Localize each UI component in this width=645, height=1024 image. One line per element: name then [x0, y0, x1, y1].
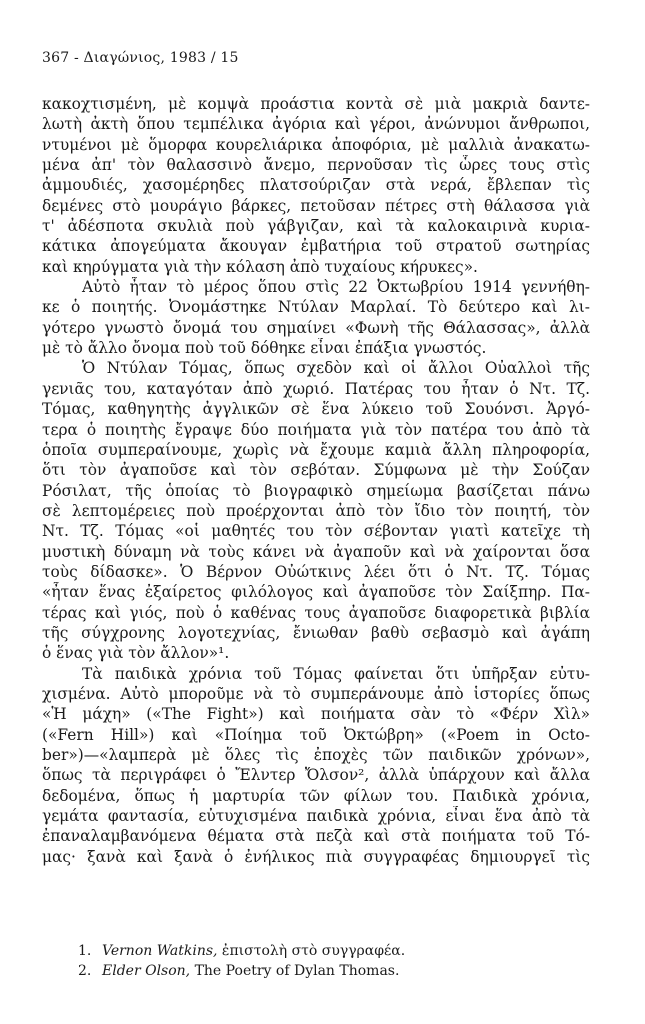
text-line: σὲ λεπτομέρειες ποὺ προέρχονται ἀπὸ τὸν ἴδιο τὸν ποιητή, τὸν — [42, 501, 590, 520]
text-line: κε ὁ ποιητής. Ὀνομάστηκε Ντύλαν Μαρλαί. Τὸ δεύτερο καὶ λι- — [42, 298, 590, 317]
text-line: ὅπως τὰ περιγράφει ὁ Ἔλντερ Ὄλσον², ἀλλὰ ὑπάρχουν καὶ ἄλλα — [42, 766, 590, 785]
footnote — [78, 961, 598, 981]
footnote — [78, 941, 598, 961]
text-line: γενιᾶς του, καταγόταν ἀπὸ χωριό. Πατέρας του ἦταν ὁ Ντ. Τζ. — [42, 379, 590, 398]
footnote-number: 1. — [78, 943, 92, 959]
text-line: καὶ κηρύγματα γιὰ τὴν κόλαση ἀπὸ τυχαίους κήρυκες». — [42, 257, 478, 276]
footnote-author: Vernon Watkins, — [102, 943, 218, 959]
text-line: κακοχτισμένη, μὲ κομψὰ προάστια κοντὰ σὲ μιὰ μακριὰ δαντε- — [42, 95, 590, 113]
text-line: «Ἡ μάχη» («The Fight») καὶ ποιήματα σὰν τὸ «Φέρν Χὶλ» — [42, 705, 590, 724]
footnote-author: Elder Olson, — [102, 963, 191, 979]
text-line: τερα ὁ ποιητὴς ἔγραψε δύο ποιήματα γιὰ τὸν πατέρα του ἀπὸ τὰ — [42, 420, 590, 439]
text-line: («Fern Hill») καὶ «Ποίημα τοῦ Ὀκτώβρη» («Poem in Octo- — [42, 725, 590, 744]
text-line: τ' ἀδέσποτα σκυλιὰ ποὺ γάβγιζαν, καὶ τὰ καλοκαιρινὰ κυρια- — [42, 217, 590, 236]
text-line: κάτικα ἀπογεύματα ἄκουγαν ἐμβατήρια τοῦ στρατοῦ σωτηρίας — [42, 237, 590, 256]
footnote-number: 2. — [78, 963, 92, 979]
text-line: ντυμένοι μὲ ὅμορφα κουρελιάρικα ἀποφόρια, μὲ μαλλιὰ ἀνακατω- — [42, 135, 590, 154]
text-line: Ρόσιλατ, τῆς ὁποίας τὸ βιογραφικὸ σημείωμα βασίζεται πάνω — [42, 481, 590, 500]
text-line: δεδομένα, ὅπως ἡ μαρτυρία τῶν φίλων του. Παιδικὰ χρόνια, — [42, 786, 590, 805]
text-line: τοὺς δίδασκε». Ὁ Βέρνον Οὐώτκινς λέει ὅτι ὁ Ντ. Τζ. Τόμας — [42, 562, 590, 581]
text-line: Τὰ παιδικὰ χρόνια τοῦ Τόμας φαίνεται ὅτι ὑπῆρξαν εὐτυ- — [82, 664, 590, 683]
text-line: «ἦταν ἕνας ἐξαίρετος φιλόλογος καὶ ἀγαποῦσε τὸν Σαίξπηρ. Πα- — [42, 583, 590, 602]
footnote-text: The Poetry of Dylan Thomas. — [190, 963, 400, 979]
text-line: ὁποῖα συμπεραίνουμε, χωρὶς νὰ ἔχουμε καμιὰ ἄλλη πληροφορία, — [42, 440, 590, 459]
text-line: τῆς σύγχρονης λογοτεχνίας, ἔνιωθαν βαθὺ σεβασμὸ καὶ ἀγάπη — [42, 623, 590, 642]
text-line: μένα ἀπ' τὸν θαλασσινὸ ἄνεμο, περνοῦσαν τὶς ὧρες τους στὶς — [42, 156, 590, 175]
text-line: γότερο γνωστὸ ὄνομά του σημαίνει «Φωνὴ τῆς Θάλασσας», ἀλλὰ — [42, 318, 590, 337]
text-line: ἐπαναλαμβανόμενα θέματα στὰ πεζὰ καὶ στὰ ποιήματα τοῦ Τό- — [42, 827, 590, 846]
text-line: δεμένες στὸ μουράγιο βάρκες, πετοῦσαν πέτρες στὴ θάλασσα γιὰ — [42, 196, 590, 215]
text-line: μὲ τὸ ἄλλο ὄνομα ποὺ τοῦ δόθηκε εἶναι ἐπάξια γνωστός. — [42, 339, 487, 358]
running-head: 367 - Διαγώνιος, 1983 / 15 — [42, 50, 239, 66]
text-line: Ντ. Τζ. Τόμας «οἱ μαθητές του τὸν σέβονταν γιατὶ κατεῖχε τὴ — [42, 522, 590, 541]
text-line: χισμένα. Αὐτὸ μποροῦμε νὰ τὸ συμπεράνουμε ἀπὸ ἱστορίες ὅπως — [42, 684, 590, 703]
footnote-text: ἐπιστολὴ στὸ συγγραφέα. — [217, 943, 406, 959]
text-line: Αὐτὸ ἦταν τὸ μέρος ὅπου στὶς 22 Ὀκτωβρίου 1914 γεννήθη- — [82, 278, 590, 297]
text-line: ἀμμουδιές, χασομέρηδες πλατσούριζαν στὰ νερά, ἔβλεπαν τὶς — [42, 176, 590, 195]
text-line: γεμάτα φαντασία, εὐτυχισμένα παιδικὰ χρόνια, εἶναι ἕνα ἀπὸ τὰ — [42, 807, 590, 826]
footnotes — [78, 941, 598, 981]
text-line: ὅτι τὸν ἀγαποῦσε καὶ τὸν σεβόταν. Σύμφωνα μὲ τὴν Σούζαν — [42, 461, 590, 480]
text-line: ber»)—«λαμπερὰ μὲ ὅλες τὶς ἐποχὲς τῶν παιδικῶν χρόνων», — [42, 746, 590, 764]
text-line: ὁ ἕνας γιὰ τὸν ἄλλον»¹. — [42, 644, 230, 663]
text-line: τέρας καὶ γιός, ποὺ ὁ καθένας τους ἀγαποῦσε διαφορετικὰ βιβλία — [42, 603, 590, 622]
text-line: Τόμας, καθηγητὴς ἀγγλικῶν σὲ ἕνα λύκειο τοῦ Σουόνσι. Ἀργό- — [42, 400, 590, 419]
text-line: μας· ξανὰ καὶ ξανὰ ὁ ἐνήλικος πιὰ συγγραφέας δημιουργεῖ τὶς — [42, 847, 590, 866]
text-line: Ὁ Ντύλαν Τόμας, ὅπως σχεδὸν καὶ οἱ ἄλλοι Οὐαλλοὶ τῆς — [82, 359, 590, 378]
text-line: μυστικὴ δύναμη νὰ τοὺς κάνει νὰ ἀγαποῦν καὶ νὰ χαίρονται ὅσα — [42, 542, 590, 561]
text-line: λωτὴ ἀκτὴ ὅπου τεμπέλικα ἀγόρια καὶ γέροι, ἀνώνυμοι ἄνθρωποι, — [42, 115, 590, 134]
body-text — [42, 94, 590, 867]
